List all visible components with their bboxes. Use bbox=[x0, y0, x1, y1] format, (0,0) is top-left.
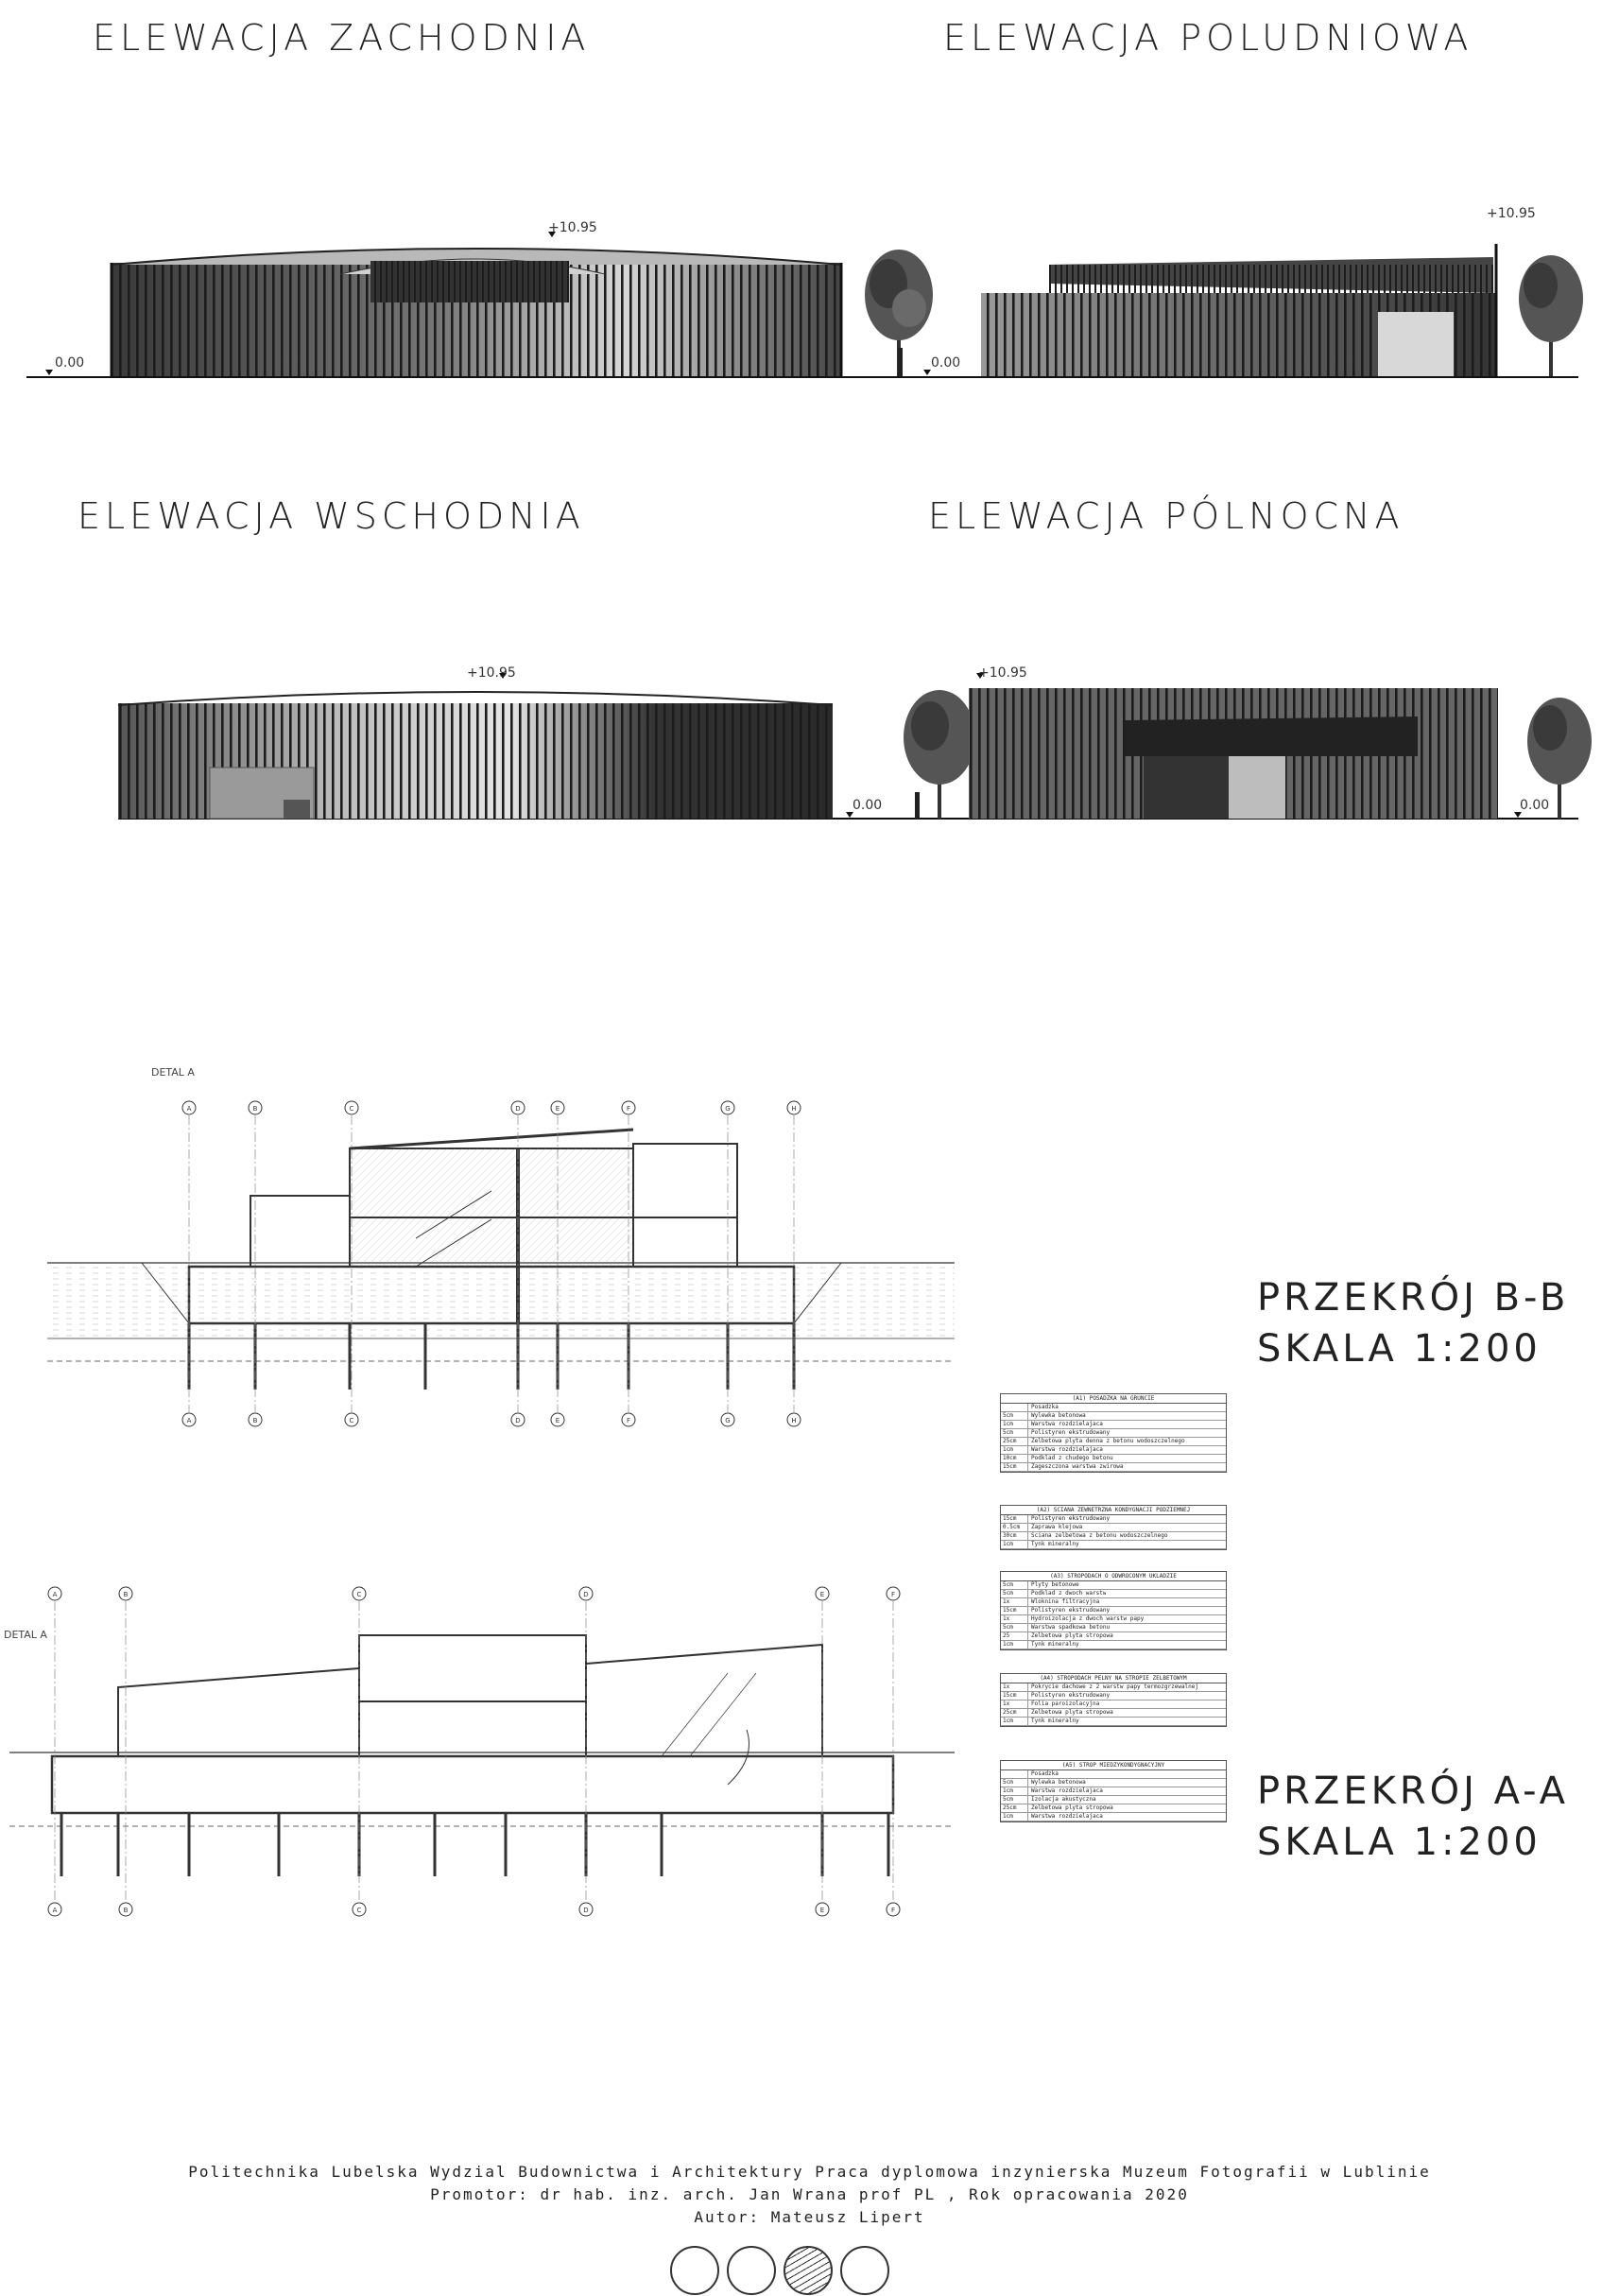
axis-label: B bbox=[252, 1417, 258, 1424]
legend-thickness: 1cm bbox=[1001, 1813, 1028, 1821]
legend-layer: Izolacja akustyczna bbox=[1031, 1796, 1096, 1803]
legend-layer: Folia paroizolacyjna bbox=[1031, 1700, 1100, 1707]
legend-row bbox=[1001, 1607, 1226, 1615]
footer-line-1: Politechnika Lubelska Wydzial Budownictwa i Architektury Praca dyplomowa inzynierska Muzeum Fotografii w Lublinie bbox=[188, 2163, 1431, 2181]
legend-layer: Warstwa rozdzielajaca bbox=[1031, 1421, 1103, 1427]
logo-circle-icon bbox=[840, 2246, 889, 2295]
legend-table-header: (A2) SCIANA ZEWNETRZNA KONDYGNACJI PODZIEMNEJ bbox=[1001, 1506, 1226, 1515]
legend-table-header: (A1) POSADZKA NA GRUNCIE bbox=[1001, 1394, 1226, 1404]
axis-label: G bbox=[725, 1105, 731, 1113]
east-ground-level: 0.00 bbox=[853, 798, 883, 813]
legend-thickness: 5cm bbox=[1001, 1429, 1028, 1437]
elevation-east-drawing bbox=[118, 692, 833, 819]
legend-row bbox=[1001, 1404, 1226, 1412]
legend-row bbox=[1001, 1632, 1226, 1641]
axis-label: F bbox=[626, 1417, 631, 1424]
legend-layer: Tynk mineralny bbox=[1031, 1541, 1079, 1547]
axis-label: F bbox=[890, 1591, 896, 1598]
legend-layer: Wylewka betonowa bbox=[1031, 1412, 1086, 1419]
legend-thickness bbox=[1001, 1770, 1028, 1778]
axis-label: C bbox=[356, 1591, 362, 1598]
legend-row bbox=[1001, 1813, 1226, 1821]
legend-row bbox=[1001, 1683, 1226, 1692]
elevation-west-title: ELEWACJA ZACHODNIA bbox=[93, 17, 591, 59]
legend-table bbox=[1000, 1393, 1227, 1473]
legend-layer: Polistyren ekstrudowany bbox=[1031, 1607, 1111, 1614]
legend-row bbox=[1001, 1615, 1226, 1624]
elevation-north-title: ELEWACJA PÓLNOCNA bbox=[928, 495, 1404, 537]
legend-row bbox=[1001, 1804, 1226, 1813]
tree-icon bbox=[1519, 255, 1583, 376]
legend-layer: Zageszczona warstwa zwirowa bbox=[1031, 1463, 1124, 1470]
legend-thickness: 5cm bbox=[1001, 1796, 1028, 1804]
axis-label: F bbox=[890, 1907, 896, 1914]
tree-icon bbox=[904, 690, 975, 819]
legend-table bbox=[1000, 1571, 1227, 1650]
axis-label: C bbox=[349, 1105, 354, 1113]
north-top-level: +10.95 bbox=[978, 665, 1027, 681]
legend-layer: Warstwa spadkowa betonu bbox=[1031, 1624, 1111, 1631]
legend-row bbox=[1001, 1429, 1226, 1438]
legend-thickness: 1cm bbox=[1001, 1787, 1028, 1795]
axis-label: G bbox=[725, 1417, 731, 1424]
legend-thickness: 5cm bbox=[1001, 1590, 1028, 1597]
legend-layer: Posadzka bbox=[1031, 1404, 1059, 1410]
legend-layer: Tynk mineralny bbox=[1031, 1718, 1079, 1724]
legend-thickness bbox=[1001, 1404, 1028, 1411]
legend-table bbox=[1000, 1505, 1227, 1550]
legend-thickness: 1cm bbox=[1001, 1718, 1028, 1725]
person-icon bbox=[915, 792, 920, 819]
legend-row bbox=[1001, 1581, 1226, 1590]
legend-row bbox=[1001, 1438, 1226, 1446]
axis-label: E bbox=[555, 1105, 560, 1113]
axis-label: C bbox=[356, 1907, 362, 1914]
legend-thickness: 1cm bbox=[1001, 1446, 1028, 1454]
section-bb-scale: SKALA 1:200 bbox=[1257, 1327, 1541, 1371]
elevation-west-drawing bbox=[112, 249, 841, 376]
section-aa-piles bbox=[61, 1813, 888, 1876]
axis-label: A bbox=[186, 1105, 192, 1113]
legend-row bbox=[1001, 1515, 1226, 1524]
axis-label: D bbox=[515, 1105, 521, 1113]
legend-thickness: 1cm bbox=[1001, 1421, 1028, 1428]
legend-row bbox=[1001, 1541, 1226, 1549]
legend-row bbox=[1001, 1796, 1226, 1804]
section-aa-detail-label: DETAL A bbox=[4, 1629, 47, 1641]
legend-thickness: 1cm bbox=[1001, 1641, 1028, 1649]
elevation-south-title: ELEWACJA POLUDNIOWA bbox=[943, 17, 1473, 59]
legend-row bbox=[1001, 1779, 1226, 1787]
elevation-north-drawing bbox=[969, 688, 1498, 819]
legend-row bbox=[1001, 1590, 1226, 1598]
logo-circle-icon bbox=[670, 2246, 719, 2295]
legend-row bbox=[1001, 1700, 1226, 1709]
legend-table-header: (A3) STROPODACH O ODWROCONYM UKLADZIE bbox=[1001, 1572, 1226, 1581]
axis-label: C bbox=[349, 1417, 354, 1424]
legend-table bbox=[1000, 1673, 1227, 1727]
legend-layer: Zelbetowa plyta denna z betonu wodoszczelnego bbox=[1031, 1438, 1185, 1444]
legend-row bbox=[1001, 1709, 1226, 1718]
legend-thickness: 1x bbox=[1001, 1615, 1028, 1623]
legend-thickness: 5cm bbox=[1001, 1581, 1028, 1589]
section-bb-detail-label: DETAL A bbox=[151, 1066, 195, 1079]
legend-row bbox=[1001, 1532, 1226, 1541]
axis-label: E bbox=[819, 1907, 825, 1914]
axis-label: D bbox=[583, 1591, 589, 1598]
legend-layer: Polistyren ekstrudowany bbox=[1031, 1429, 1111, 1436]
legend-thickness: 5cm bbox=[1001, 1624, 1028, 1631]
west-top-level: +10.95 bbox=[548, 220, 597, 235]
axis-label: D bbox=[583, 1907, 589, 1914]
legend-thickness: 5cm bbox=[1001, 1779, 1028, 1787]
section-aa-title: PRZEKRÓJ A-A bbox=[1257, 1769, 1570, 1813]
axis-label: H bbox=[791, 1417, 797, 1424]
legend-layer: Warstwa rozdzielajaca bbox=[1031, 1787, 1103, 1794]
legend-layer: Zelbetowa plyta stropowa bbox=[1031, 1709, 1113, 1716]
elevation-south-drawing bbox=[981, 244, 1496, 376]
legend-thickness: 30cm bbox=[1001, 1532, 1028, 1540]
logo-circle-icon bbox=[727, 2246, 776, 2295]
legend-row bbox=[1001, 1692, 1226, 1700]
legend-row bbox=[1001, 1718, 1226, 1726]
east-top-level: +10.95 bbox=[467, 665, 516, 681]
legend-layer: Polistyren ekstrudowany bbox=[1031, 1515, 1111, 1522]
section-aa-title-block bbox=[1257, 1766, 1569, 1868]
legend-table-header: (A5) STROP MIEDZYKONDYGNACYJNY bbox=[1001, 1761, 1226, 1770]
axis-label: D bbox=[515, 1417, 521, 1424]
legend-thickness: 15cm bbox=[1001, 1692, 1028, 1700]
axis-label: E bbox=[819, 1591, 825, 1598]
axis-label: B bbox=[252, 1105, 258, 1113]
elevation-east-title: ELEWACJA WSCHODNIA bbox=[78, 495, 585, 537]
legend-layer: Wylewka betonowa bbox=[1031, 1779, 1086, 1786]
north-ground-level: 0.00 bbox=[1520, 798, 1550, 813]
legend-layer: Podklad z dwoch warstw bbox=[1031, 1590, 1107, 1597]
legend-row bbox=[1001, 1524, 1226, 1532]
legend-thickness: 1cm bbox=[1001, 1541, 1028, 1548]
section-aa-scale: SKALA 1:200 bbox=[1257, 1821, 1541, 1864]
legend-thickness: 1x bbox=[1001, 1598, 1028, 1606]
legend-thickness: 1x bbox=[1001, 1683, 1028, 1691]
axis-label: H bbox=[791, 1105, 797, 1113]
legend-table-header: (A4) STROPODACH PELNY NA STROPIE ZELBETOWYM bbox=[1001, 1674, 1226, 1683]
west-ground-level: 0.00 bbox=[55, 355, 85, 371]
logo-hatched-circle-icon bbox=[784, 2246, 833, 2295]
legend-row bbox=[1001, 1770, 1226, 1779]
legend-thickness: 25cm bbox=[1001, 1438, 1028, 1445]
axis-label: A bbox=[186, 1417, 192, 1424]
legend-row bbox=[1001, 1624, 1226, 1632]
legend-thickness: 1x bbox=[1001, 1700, 1028, 1708]
axis-label: B bbox=[123, 1907, 129, 1914]
legend-thickness: 15cm bbox=[1001, 1607, 1028, 1614]
axis-label: F bbox=[626, 1105, 631, 1113]
legend-row bbox=[1001, 1641, 1226, 1649]
legend-layer: Wloknina filtracyjna bbox=[1031, 1598, 1100, 1605]
legend-row bbox=[1001, 1787, 1226, 1796]
axis-label: A bbox=[52, 1907, 58, 1914]
south-ground-level: 0.00 bbox=[931, 355, 961, 371]
section-bb-drawing bbox=[47, 1130, 955, 1361]
axis-label: E bbox=[555, 1417, 560, 1424]
legend-thickness: 0.5cm bbox=[1001, 1524, 1028, 1531]
legend-thickness: 25cm bbox=[1001, 1804, 1028, 1812]
section-bb-title: PRZEKRÓJ B-B bbox=[1257, 1276, 1570, 1320]
footer-line-2: Promotor: dr hab. inz. arch. Jan Wrana prof PL , Rok opracowania 2020 bbox=[430, 2185, 1189, 2203]
legend-row bbox=[1001, 1446, 1226, 1455]
legend-row bbox=[1001, 1463, 1226, 1472]
legend-layer: Plyty betonowe bbox=[1031, 1581, 1079, 1588]
legend-thickness: 15cm bbox=[1001, 1515, 1028, 1523]
axis-label: A bbox=[52, 1591, 58, 1598]
south-top-level: +10.95 bbox=[1487, 206, 1536, 221]
legend-row bbox=[1001, 1421, 1226, 1429]
legend-row bbox=[1001, 1598, 1226, 1607]
legend-layer: Sciana zelbetowa z betonu wodoszczelnego bbox=[1031, 1532, 1168, 1539]
legend-thickness: 25 bbox=[1001, 1632, 1028, 1640]
legend-row bbox=[1001, 1412, 1226, 1421]
legend-layer: Zaprawa klejowa bbox=[1031, 1524, 1083, 1530]
legend-thickness: 10cm bbox=[1001, 1455, 1028, 1462]
section-aa-drawing bbox=[9, 1635, 955, 1826]
legend-table bbox=[1000, 1760, 1227, 1822]
axis-label: B bbox=[123, 1591, 129, 1598]
legend-layer: Warstwa rozdzielajaca bbox=[1031, 1813, 1103, 1820]
legend-layer: Polistyren ekstrudowany bbox=[1031, 1692, 1111, 1699]
footer-line-3: Autor: Mateusz Lipert bbox=[694, 2208, 925, 2226]
legend-layer: Zelbetowa plyta stropowa bbox=[1031, 1804, 1113, 1811]
person-icon bbox=[898, 348, 903, 376]
legend-layer: Podklad z chudego betonu bbox=[1031, 1455, 1113, 1461]
legend-layer: Hydroizolacja z dwoch warstw papy bbox=[1031, 1615, 1145, 1622]
legend-thickness: 5cm bbox=[1001, 1412, 1028, 1420]
section-aa-axes bbox=[48, 1587, 900, 1916]
section-bb-title-block bbox=[1257, 1272, 1570, 1374]
legend-thickness: 15cm bbox=[1001, 1463, 1028, 1471]
legend-layer: Warstwa rozdzielajaca bbox=[1031, 1446, 1103, 1453]
legend-layer: Tynk mineralny bbox=[1031, 1641, 1079, 1648]
legend-layer: Pokrycie dachowe z 2 warstw papy termozgrzewalnej bbox=[1031, 1683, 1199, 1690]
legend-layer: Posadzka bbox=[1031, 1770, 1059, 1777]
legend-thickness: 25cm bbox=[1001, 1709, 1028, 1717]
legend-row bbox=[1001, 1455, 1226, 1463]
legend-layer: Zelbetowa plyta stropowa bbox=[1031, 1632, 1113, 1639]
